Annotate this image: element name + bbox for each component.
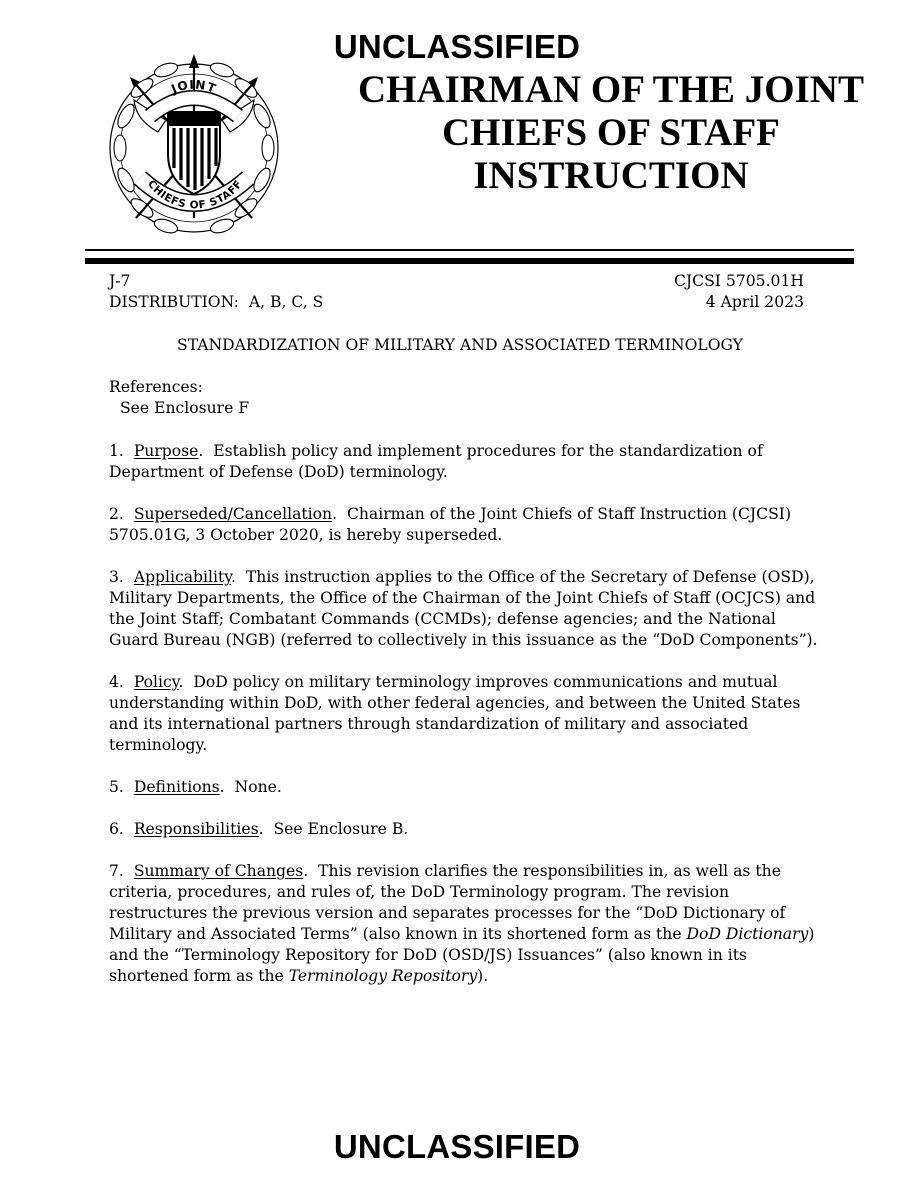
- classification-marking-bottom: UNCLASSIFIED: [333, 1128, 581, 1165]
- paragraph-text: Establish policy and implement procedures for the standardization of Department of Defense (DoD) terminology.: [109, 442, 763, 481]
- paragraph-text: ) and the “Terminology Repository for DoD (OSD/JS) Issuances” (also known in its shortened form as the: [109, 925, 815, 985]
- paragraphs: [109, 441, 821, 1008]
- paragraph-text: See Enclosure B.: [273, 820, 409, 838]
- header-rule-thin: [85, 249, 854, 251]
- paragraph-text: DoD policy on military terminology improves communications and mutual understanding within DoD, with other federal agencies, and between the United States and its international partners through standardization of military and associated terminology.: [109, 673, 801, 754]
- paragraph-summary-of-changes: 7. Summary of Changes. This revision clarifies the responsibilities in, as well as the criteria, procedures, and rules of, the DoD Terminology program. The revision restructures the previous version and separates processes for the “DoD Dictionary of Military and Associated Terms” (also known in its shortened form as the DoD Dictionary) and the “Terminology Repository for DoD (OSD/JS) Issuances” (also known in its shortened form as the Terminology Repository).: [109, 862, 815, 985]
- paragraph-text-italic: DoD Dictionary: [686, 925, 809, 943]
- distribution-line: DISTRIBUTION: A, B, C, S: [109, 293, 324, 311]
- paragraph-text: ).: [477, 967, 489, 985]
- paragraph-superseded: 2. Superseded/Cancellation. Chairman of the Joint Chiefs of Staff Instruction (CJCSI) 5705.01G, 3 October 2020, is hereby superseded.: [109, 505, 792, 544]
- office-symbol: J-7: [109, 272, 131, 290]
- paragraph-number: 7.: [109, 862, 124, 880]
- paragraph-heading: Superseded/Cancellation: [133, 505, 333, 523]
- document-date: 4 April 2023: [705, 293, 804, 311]
- paragraph-heading: Summary of Changes: [133, 862, 304, 880]
- title-line: INSTRUCTION: [473, 154, 749, 197]
- paragraph-heading: Applicability: [133, 568, 231, 586]
- paragraph-purpose: 1. Purpose. Establish policy and implement procedures for the standardization of Department of Defense (DoD) terminology.: [109, 442, 763, 481]
- paragraph-number: 3.: [109, 568, 124, 586]
- document-subject: STANDARDIZATION OF MILITARY AND ASSOCIATED TERMINOLOGY: [177, 336, 743, 354]
- paragraph-heading: Purpose: [133, 442, 199, 460]
- paragraph-number: 1.: [109, 442, 124, 460]
- paragraph-applicability: 3. Applicability. This instruction applies to the Office of the Secretary of Defense (OSD), Military Departments, the Office of the Chairman of the Joint Chiefs of Staff (OCJCS) and the Joint Staff; Combatant Commands (CCMDs); defense agencies; and the National Guard Bureau (NGB) (referred to collectively in this issuance as the “DoD Components”).: [109, 568, 818, 649]
- paragraph-definitions: 5. Definitions. None.: [109, 778, 282, 796]
- title-line: CHAIRMAN OF THE JOINT: [358, 68, 864, 111]
- paragraph-number: 2.: [109, 505, 124, 523]
- document-title: [336, 68, 886, 197]
- reference-item: See Enclosure F: [120, 399, 250, 417]
- paragraph-policy: 4. Policy. DoD policy on military terminology improves communications and mutual understanding within DoD, with other federal agencies, and between the United States and its international partners through standardization of military and associated terminology.: [109, 673, 801, 754]
- seal-text-bottom: CHIEFS OF STAFF: [144, 177, 246, 212]
- paragraph-text: This instruction applies to the Office of the Secretary of Defense (OSD), Military Departments, the Office of the Chairman of the Joint Chiefs of Staff (OCJCS) and the Joint Staff; Combatant Commands (CCMDs); defense agencies; and the National Guard Bureau (NGB) (referred to collectively in this issuance as the “DoD Components”).: [109, 568, 818, 649]
- references-block: [109, 377, 811, 419]
- seal-text-top: JOINT: [169, 77, 219, 97]
- paragraph-heading: Policy: [133, 673, 179, 691]
- paragraph-heading: Responsibilities: [133, 820, 259, 838]
- paragraph-text-italic: Terminology Repository: [288, 967, 478, 985]
- title-line: CHIEFS OF STAFF: [441, 111, 781, 154]
- paragraph-number: 4.: [109, 673, 124, 691]
- document-metadata: [109, 271, 804, 313]
- paragraph-heading: Definitions: [133, 778, 220, 796]
- paragraph-text: None.: [234, 778, 282, 796]
- references-label: References:: [109, 378, 203, 396]
- paragraph-number: 5.: [109, 778, 124, 796]
- joint-chiefs-of-staff-seal-icon: [106, 50, 282, 248]
- header-rule-thick: [85, 258, 854, 264]
- paragraph-responsibilities: 6. Responsibilities. See Enclosure B.: [109, 820, 409, 838]
- paragraph-text: Chairman of the Joint Chiefs of Staff Instruction (CJCSI) 5705.01G, 3 October 2020, is hereby superseded.: [109, 505, 792, 544]
- classification-marking-top: UNCLASSIFIED: [333, 28, 581, 65]
- document-number: CJCSI 5705.01H: [674, 272, 804, 290]
- paragraph-text: This revision clarifies the responsibilities in, as well as the criteria, procedures, and rules of, the DoD Terminology program. The revision restructures the previous version and separates processes for the “DoD Dictionary of Military and Associated Terms” (also known in its shortened form as the: [109, 862, 786, 943]
- paragraph-number: 6.: [109, 820, 124, 838]
